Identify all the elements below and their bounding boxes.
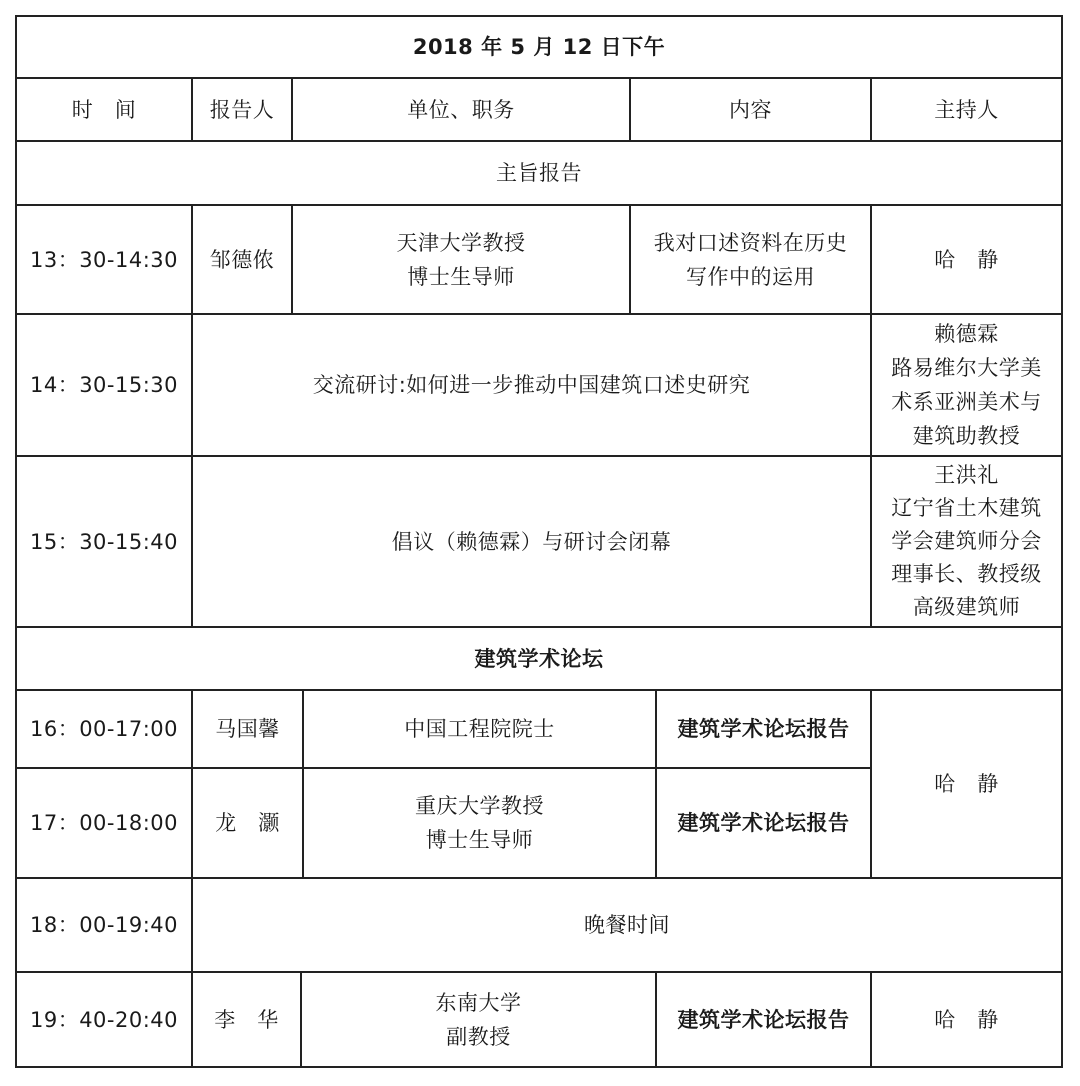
- r7-unit-line: 东南大学: [435, 990, 522, 1015]
- r2-time-text: 14：30-15:30: [29, 373, 179, 397]
- r1-speaker: [193, 206, 291, 313]
- r5-content: [657, 769, 870, 877]
- r7-speaker: [193, 973, 300, 1066]
- r3-host-line: 辽宁省土木建筑: [891, 496, 1042, 520]
- r2-host-line: 路易维尔大学美: [891, 356, 1042, 380]
- r5-content-text: 建筑学术论坛报告: [677, 811, 850, 835]
- r2-host-line: 建筑助教授: [912, 424, 1021, 448]
- r1-unit: [293, 206, 629, 313]
- r7-time: [17, 973, 191, 1066]
- r2-time: [17, 315, 191, 455]
- r1-time-text: 13：30-14:30: [29, 247, 179, 272]
- r5-unit: [304, 769, 655, 877]
- r4-unit-text: 中国工程院院士: [404, 717, 555, 741]
- r1-unit-line: 博士生导师: [407, 264, 515, 289]
- r1-host-text: 哈 静: [934, 247, 999, 272]
- r45-host: [872, 691, 1061, 877]
- r7-content: [657, 973, 870, 1066]
- r4-content: [657, 691, 870, 767]
- r1-time: [17, 206, 191, 313]
- header-host-label: 主持人: [934, 97, 999, 122]
- r5-unit-line: 重庆大学教授: [415, 794, 544, 818]
- section-forum: [17, 628, 1061, 689]
- r1-host: [872, 206, 1061, 313]
- r2-content: [193, 315, 870, 455]
- r1-speaker-text: 邹德侬: [209, 247, 275, 272]
- section-keynote-label: 主旨报告: [496, 161, 582, 185]
- r3-time-text: 15：30-15:40: [29, 529, 179, 554]
- r1-content-line: 写作中的运用: [686, 264, 815, 289]
- r2-host-line: 术系亚洲美术与: [891, 390, 1042, 414]
- section-forum-label: 建筑学术论坛: [474, 646, 604, 671]
- r5-speaker-text: 龙 灏: [215, 811, 280, 835]
- r7-time-text: 19：40-20:40: [29, 1007, 179, 1032]
- header-unit-label: 单位、职务: [407, 97, 515, 122]
- r4-speaker-text: 马国馨: [215, 717, 280, 741]
- r5-time-text: 17：00-18:00: [29, 811, 179, 835]
- r4-content-text: 建筑学术论坛报告: [677, 717, 850, 741]
- r1-unit-line: 天津大学教授: [396, 230, 526, 255]
- r6-content-text: 晚餐时间: [584, 913, 670, 937]
- r6-content: [193, 879, 1061, 971]
- r7-unit: [302, 973, 655, 1066]
- r5-time: [17, 769, 191, 877]
- rule-bottom: [15, 1066, 1063, 1068]
- rule-right: [1061, 15, 1063, 1068]
- r3-host-line: 学会建筑师分会: [891, 529, 1042, 553]
- header-time-label: 时 间: [71, 97, 137, 122]
- r4-unit: [304, 691, 655, 767]
- r7-unit-line: 副教授: [446, 1024, 511, 1049]
- r6-time: [17, 879, 191, 971]
- r3-host-line: 高级建筑师: [912, 595, 1021, 619]
- r7-host-text: 哈 静: [934, 1007, 999, 1032]
- section-keynote: [17, 142, 1061, 204]
- r4-time-text: 16：00-17:00: [29, 717, 179, 741]
- header-content-label: 内容: [729, 97, 772, 122]
- r45-host-text: 哈 静: [934, 772, 999, 796]
- r2-host: [872, 315, 1061, 455]
- header-speaker: [193, 79, 291, 140]
- title-text: 2018 年 5 月 12 日下午: [412, 35, 666, 59]
- r7-host: [872, 973, 1061, 1066]
- r5-speaker: [193, 769, 302, 877]
- r3-time: [17, 457, 191, 626]
- header-host: [872, 79, 1061, 140]
- r4-speaker: [193, 691, 302, 767]
- r1-content: [631, 206, 870, 313]
- r7-speaker-text: 李 华: [214, 1007, 279, 1032]
- r3-content: [193, 457, 870, 626]
- r3-host-line: 理事长、教授级: [891, 562, 1042, 586]
- r4-time: [17, 691, 191, 767]
- r2-content-text: 交流研讨:如何进一步推动中国建筑口述史研究: [312, 373, 751, 397]
- r7-content-text: 建筑学术论坛报告: [677, 1007, 850, 1032]
- r2-host-line: 赖德霖: [934, 322, 999, 346]
- r3-content-text: 倡议（赖德霖）与研讨会闭幕: [391, 529, 672, 554]
- r3-host-line: 王洪礼: [934, 463, 999, 487]
- header-time: [17, 79, 191, 140]
- table-title: [17, 17, 1061, 77]
- header-unit: [293, 79, 629, 140]
- r3-host: [872, 457, 1061, 626]
- r6-time-text: 18：00-19:40: [29, 913, 179, 937]
- header-content: [631, 79, 870, 140]
- header-speaker-label: 报告人: [209, 97, 275, 122]
- r1-content-line: 我对口述资料在历史: [653, 230, 848, 255]
- r5-unit-line: 博士生导师: [425, 828, 534, 852]
